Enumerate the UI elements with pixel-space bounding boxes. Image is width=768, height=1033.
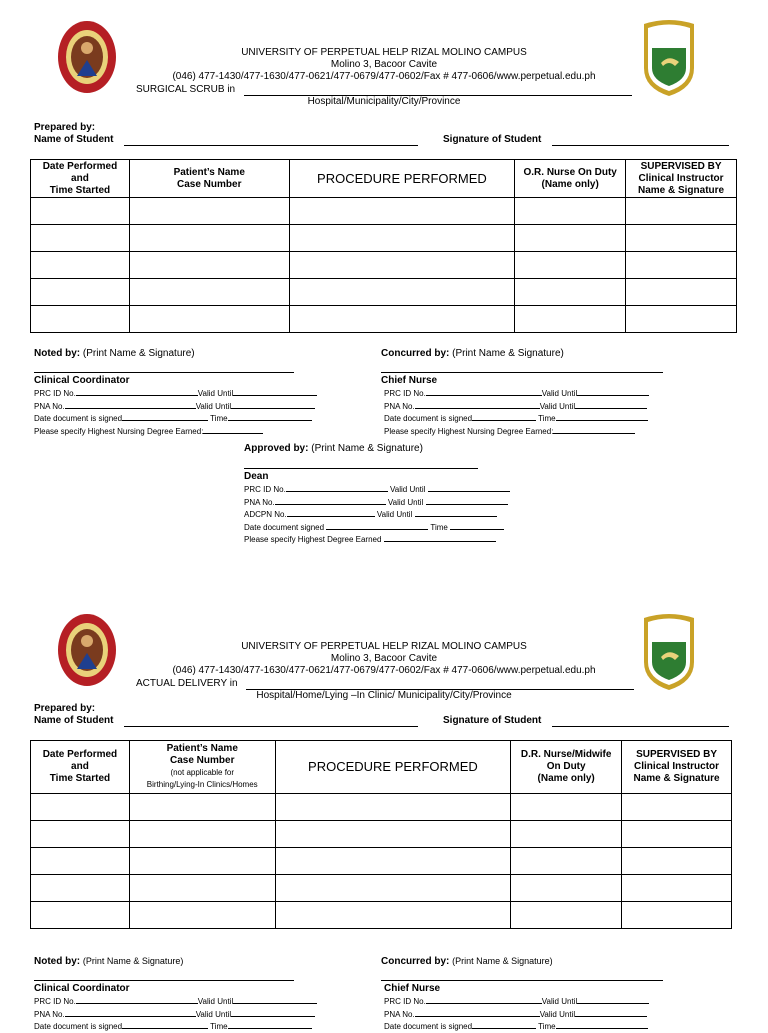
university-name: UNIVERSITY OF PERPETUAL HELP RIZAL MOLINO CAMPUS <box>241 47 527 58</box>
column-header-procedure: PROCEDURE PERFORMED <box>289 160 515 198</box>
location-caption: Hospital/Home/Lying –In Clinic/ Municipality/City/Province <box>256 690 512 701</box>
table-cell[interactable] <box>129 848 275 875</box>
dean-block: Dean PRC ID No. Valid Until PNA No. Valid Until ADCPN No. Valid Until Date document signed Time Please specify Highest Degree Earned <box>244 470 510 546</box>
table-cell[interactable] <box>31 848 130 875</box>
table-cell[interactable] <box>129 794 275 821</box>
column-header-patient: Patient’s Name Case Number <box>129 160 289 198</box>
column-header-procedure: PROCEDURE PERFORMED <box>275 741 511 794</box>
name-of-student-field[interactable] <box>124 726 418 727</box>
table-cell[interactable] <box>289 306 515 333</box>
clinical-coordinator-title: Clinical Coordinator <box>34 375 130 386</box>
table-cell[interactable] <box>275 848 511 875</box>
dean-title: Dean <box>244 471 269 482</box>
table-cell[interactable] <box>515 252 626 279</box>
column-header-patient: Patient’s Name Case Number (not applicable for Birthing/Lying-In Clinics/Homes <box>129 741 275 794</box>
chief-nurse-block: Chief Nurse PRC ID No. Valid Until PNA No. Valid Until Date document is signed Time <box>381 982 649 1033</box>
table-cell[interactable] <box>275 821 511 848</box>
table-cell[interactable] <box>31 252 130 279</box>
procedure-table <box>30 159 737 333</box>
clinical-coordinator-title: Clinical Coordinator <box>34 983 130 994</box>
table-cell[interactable] <box>129 902 275 929</box>
column-header-nurse: D.R. Nurse/Midwife On Duty (Name only) <box>511 741 622 794</box>
table-cell[interactable] <box>622 875 732 902</box>
prepared-by-label: Prepared by: <box>34 703 96 714</box>
location-caption: Hospital/Municipality/City/Province <box>307 96 461 107</box>
table-cell[interactable] <box>289 225 515 252</box>
name-of-student-label: Name of Student <box>34 134 114 145</box>
university-contacts: (046) 477-1430/477-1630/477-0621/477-0679/477-0602/Fax # 477-0606/www.perpetual.edu.ph <box>172 665 596 676</box>
table-cell[interactable] <box>515 306 626 333</box>
table-row <box>31 306 737 333</box>
concurred-by-signature-line[interactable] <box>381 372 663 373</box>
table-cell[interactable] <box>31 225 130 252</box>
concurred-by-label: Concurred by: (Print Name & Signature) <box>381 348 564 359</box>
table-row <box>31 848 732 875</box>
table-row <box>31 198 737 225</box>
table-cell[interactable] <box>275 794 511 821</box>
university-name: UNIVERSITY OF PERPETUAL HELP RIZAL MOLINO CAMPUS <box>241 641 527 652</box>
table-row <box>31 225 737 252</box>
column-header-nurse: O.R. Nurse On Duty (Name only) <box>515 160 626 198</box>
column-header-supervised: SUPERVISED BY Clinical Instructor Name & Signature <box>626 160 737 198</box>
table-cell[interactable] <box>289 198 515 225</box>
table-cell[interactable] <box>622 902 732 929</box>
table-cell[interactable] <box>31 902 130 929</box>
table-cell[interactable] <box>626 198 737 225</box>
table-row <box>31 279 737 306</box>
table-cell[interactable] <box>511 848 622 875</box>
table-cell[interactable] <box>31 794 130 821</box>
table-row <box>31 821 732 848</box>
column-header-date: Date Performed and Time Started <box>31 741 130 794</box>
table-cell[interactable] <box>515 279 626 306</box>
chief-nurse-title: Chief Nurse <box>384 983 441 994</box>
table-cell[interactable] <box>129 252 289 279</box>
signature-of-student-field[interactable] <box>552 145 729 146</box>
noted-by-label: Noted by: (Print Name & Signature) <box>34 956 184 967</box>
table-cell[interactable] <box>31 821 130 848</box>
approved-by-label: Approved by: (Print Name & Signature) <box>244 443 423 454</box>
table-cell[interactable] <box>511 875 622 902</box>
column-header-supervised: SUPERVISED BY Clinical Instructor Name & Signature <box>622 741 732 794</box>
university-address: Molino 3, Bacoor Cavite <box>330 653 438 664</box>
table-row <box>31 252 737 279</box>
concurred-by-signature-line[interactable] <box>381 980 663 981</box>
table-cell[interactable] <box>129 306 289 333</box>
table-cell[interactable] <box>622 794 732 821</box>
table-cell[interactable] <box>289 252 515 279</box>
table-cell[interactable] <box>31 875 130 902</box>
table-cell[interactable] <box>31 198 130 225</box>
university-contacts: (046) 477-1430/477-1630/477-0621/477-0679/477-0602/Fax # 477-0606/www.perpetual.edu.ph <box>172 71 596 82</box>
table-cell[interactable] <box>622 848 732 875</box>
table-cell[interactable] <box>289 279 515 306</box>
table-cell[interactable] <box>511 794 622 821</box>
chief-nurse-block: Chief Nurse PRC ID No. Valid Until PNA No. Valid Until Date document is signed Time Please specify Highest Nursing Degree Earned: <box>381 374 649 437</box>
noted-by-signature-line[interactable] <box>34 980 294 981</box>
name-of-student-field[interactable] <box>124 145 418 146</box>
prepared-by-label: Prepared by: <box>34 122 96 133</box>
signature-of-student-label: Signature of Student <box>443 134 542 145</box>
concurred-by-label: Concurred by: (Print Name & Signature) <box>381 956 553 967</box>
procedure-table <box>30 740 732 929</box>
table-cell[interactable] <box>129 198 289 225</box>
table-row <box>31 902 732 929</box>
table-cell[interactable] <box>31 306 130 333</box>
signature-of-student-field[interactable] <box>552 726 729 727</box>
table-cell[interactable] <box>626 279 737 306</box>
table-row <box>31 875 732 902</box>
table-row <box>31 794 732 821</box>
table-cell[interactable] <box>129 225 289 252</box>
table-cell[interactable] <box>626 225 737 252</box>
clinical-coordinator-block: Clinical Coordinator PRC ID No. Valid Until PNA No. Valid Until Date document is signed Time <box>34 982 317 1033</box>
university-address: Molino 3, Bacoor Cavite <box>330 59 438 70</box>
activity-label: SURGICAL SCRUB in <box>136 84 236 95</box>
table-cell[interactable] <box>626 306 737 333</box>
table-cell[interactable] <box>129 875 275 902</box>
table-cell[interactable] <box>129 821 275 848</box>
approved-by-signature-line[interactable] <box>244 468 478 469</box>
table-cell[interactable] <box>511 821 622 848</box>
table-cell[interactable] <box>511 902 622 929</box>
table-cell[interactable] <box>275 902 511 929</box>
signature-of-student-label: Signature of Student <box>443 715 542 726</box>
noted-by-signature-line[interactable] <box>34 372 294 373</box>
name-of-student-label: Name of Student <box>34 715 114 726</box>
clinical-coordinator-block: Clinical Coordinator PRC ID No. Valid Until PNA No. Valid Until Date document is signed Time Please specify Highest Nursing Degree Earned: <box>34 374 317 437</box>
column-header-date: Date Performed and Time Started <box>31 160 130 198</box>
table-cell[interactable] <box>515 198 626 225</box>
chief-nurse-title: Chief Nurse <box>381 375 438 386</box>
table-cell[interactable] <box>626 252 737 279</box>
table-cell[interactable] <box>275 875 511 902</box>
table-cell[interactable] <box>31 279 130 306</box>
noted-by-label: Noted by: (Print Name & Signature) <box>34 348 195 359</box>
table-cell[interactable] <box>622 821 732 848</box>
activity-label: ACTUAL DELIVERY in <box>136 678 238 689</box>
table-cell[interactable] <box>129 279 289 306</box>
table-cell[interactable] <box>515 225 626 252</box>
